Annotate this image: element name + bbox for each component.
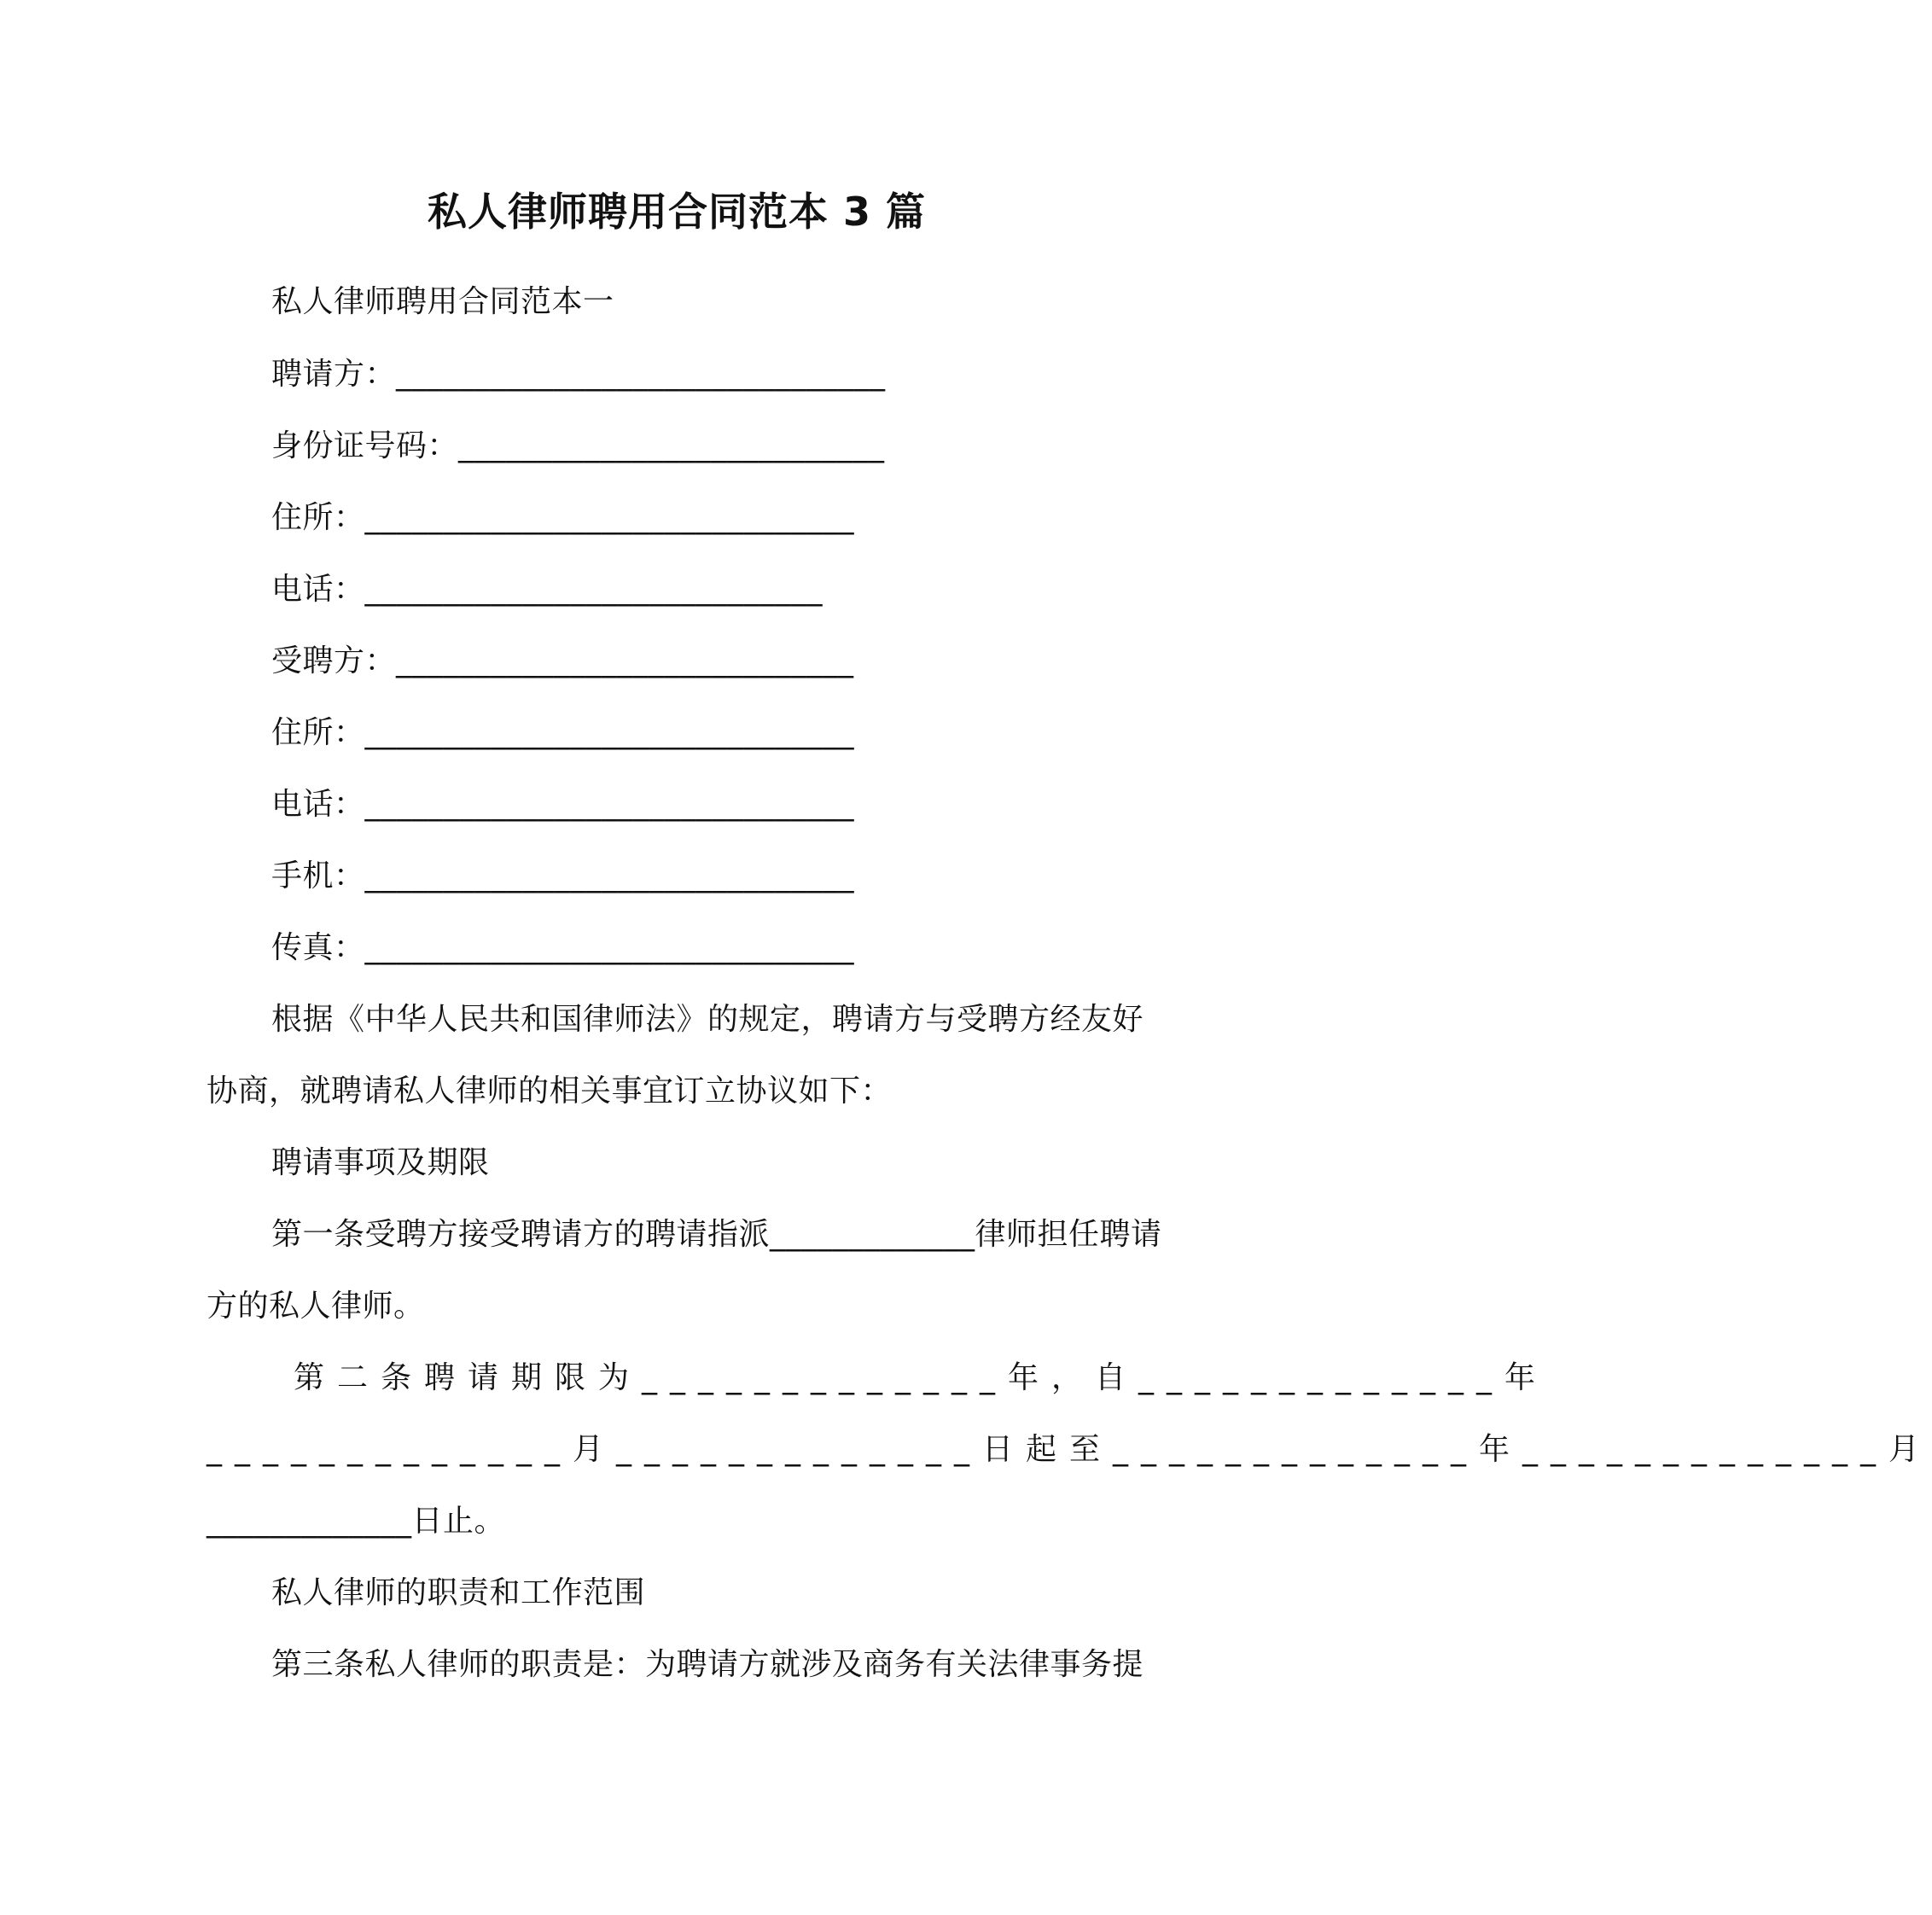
field-fax: 传真：_______________________________ [271,930,855,965]
field-employer-address: 住所：_______________________________ [271,500,855,535]
field-employee: 受聘方：_____________________________ [271,643,854,678]
article-1-line-2: 方的私人律师。 [207,1289,425,1324]
article-2-line-3: _____________日止。 [207,1504,506,1539]
section-heading-duties: 私人律师的职责和工作范围 [271,1575,646,1610]
intro-paragraph-line-2: 协商，就聘请私人律师的相关事宜订立协议如下： [207,1074,893,1109]
field-employer-phone: 电话：_____________________________ [271,572,823,607]
field-employer: 聘请方：_______________________________ [271,357,886,392]
section-heading-engagement: 聘请事项及期限 [271,1145,490,1180]
document-title: 私人律师聘用合同范本 3 篇 [427,189,927,235]
article-3-line-1: 第三条私人律师的职责是：为聘请方就涉及商务有关法律事务提 [271,1647,1144,1682]
article-2-line-1: 第二条聘请期限为_____________年，自_____________年 [294,1360,1549,1395]
article-2-line-2: _____________月_____________日起至_____________年_____________月 [207,1432,1932,1467]
field-mobile: 手机：_______________________________ [271,859,855,893]
field-id-number: 身份证号码：___________________________ [271,428,885,463]
field-employee-phone: 电话：_______________________________ [271,787,855,822]
field-employee-address: 住所：_______________________________ [271,715,855,750]
article-1-line-1: 第一条受聘方接受聘请方的聘请指派_____________律师担任聘请 [271,1217,1162,1252]
intro-paragraph-line-1: 根据《中华人民共和国律师法》的规定，聘请方与受聘方经友好 [271,1002,1144,1037]
contract-subtitle: 私人律师聘用合同范本一 [271,284,614,319]
